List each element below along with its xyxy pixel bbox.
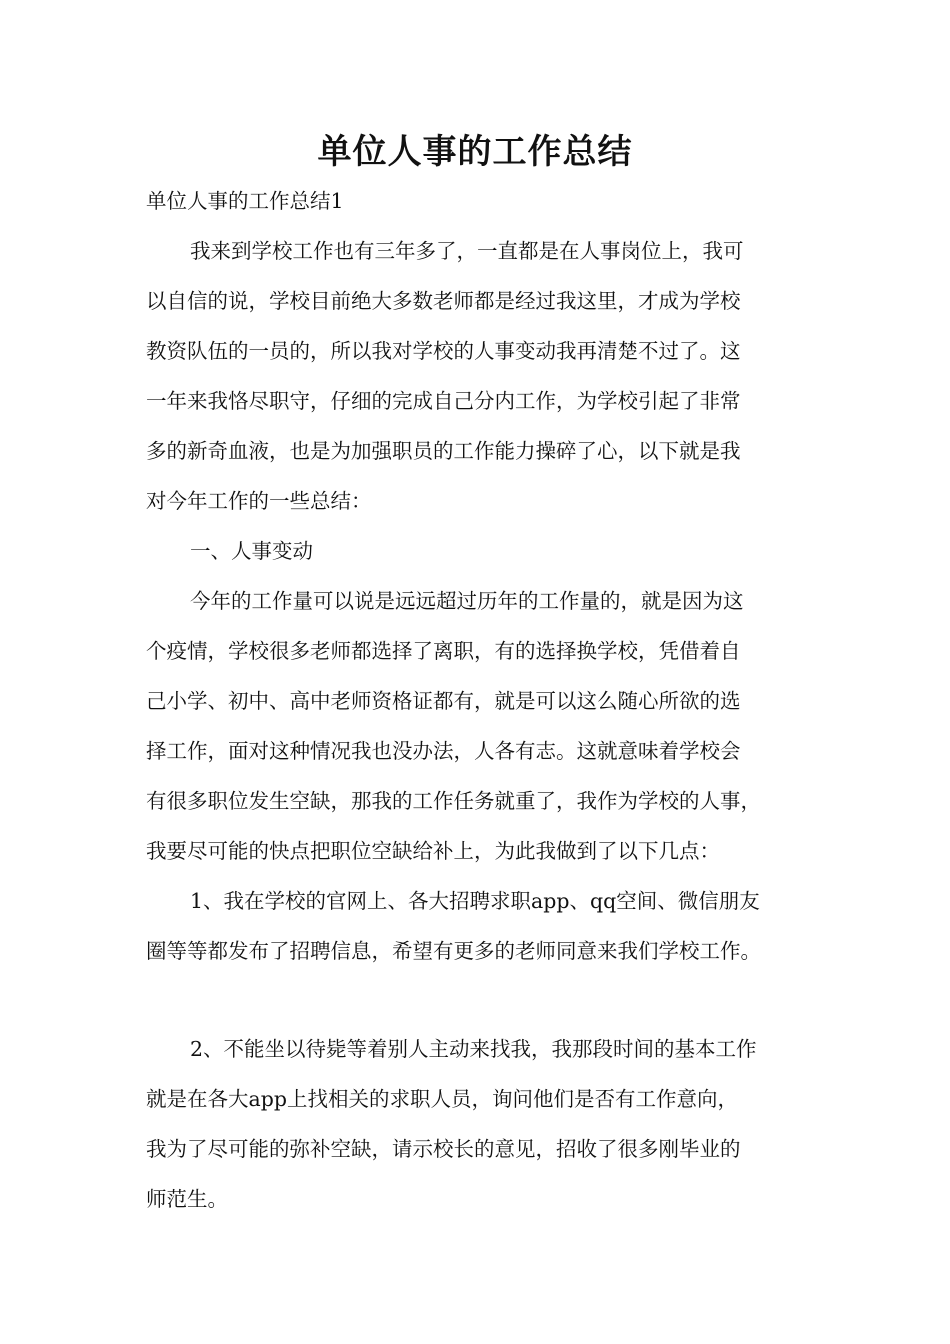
list-item-line: 2、不能坐以待毙等着别人主动来找我，我那段时间的基本工作: [190, 1037, 757, 1061]
document-title: 单位人事的工作总结: [317, 132, 633, 172]
paragraph-line: 个疫情，学校很多老师都选择了离职，有的选择换学校，凭借着自: [146, 639, 741, 663]
paragraph-line: 教资队伍的一员的，所以我对学校的人事变动我再清楚不过了。这: [146, 339, 741, 363]
paragraph-line: 己小学、初中、高中老师资格证都有，就是可以这么随心所欲的选: [146, 689, 741, 713]
paragraph-line: 有很多职位发生空缺，那我的工作任务就重了，我作为学校的人事，: [146, 789, 761, 813]
list-item-line: 师范生。: [146, 1187, 228, 1211]
list-item-line: 1、我在学校的官网上、各大招聘求职app、qq空间、微信朋友: [190, 889, 760, 913]
paragraph-line: 我要尽可能的快点把职位空缺给补上，为此我做到了以下几点：: [146, 839, 720, 863]
section-heading: 单位人事的工作总结1: [146, 189, 344, 213]
paragraph-line: 我来到学校工作也有三年多了，一直都是在人事岗位上，我可: [190, 239, 744, 263]
paragraph-line: 一年来我恪尽职守，仔细的完成自己分内工作，为学校引起了非常: [146, 389, 741, 413]
paragraph-line: 对今年工作的一些总结：: [146, 489, 372, 513]
paragraph-line: 以自信的说，学校目前绝大多数老师都是经过我这里，才成为学校: [146, 289, 741, 313]
list-item-line: 圈等等都发布了招聘信息，希望有更多的老师同意来我们学校工作。: [146, 939, 761, 963]
paragraph-line: 多的新奇血液，也是为加强职员的工作能力操碎了心，以下就是我: [146, 439, 741, 463]
list-item-line: 我为了尽可能的弥补空缺，请示校长的意见，招收了很多刚毕业的: [146, 1137, 741, 1161]
subsection-heading: 一、人事变动: [190, 539, 313, 563]
paragraph-line: 择工作，面对这种情况我也没办法，人各有志。这就意味着学校会: [146, 739, 741, 763]
paragraph-line: 今年的工作量可以说是远远超过历年的工作量的，就是因为这: [190, 589, 744, 613]
list-item-line: 就是在各大app上找相关的求职人员，询问他们是否有工作意向，: [146, 1087, 738, 1111]
